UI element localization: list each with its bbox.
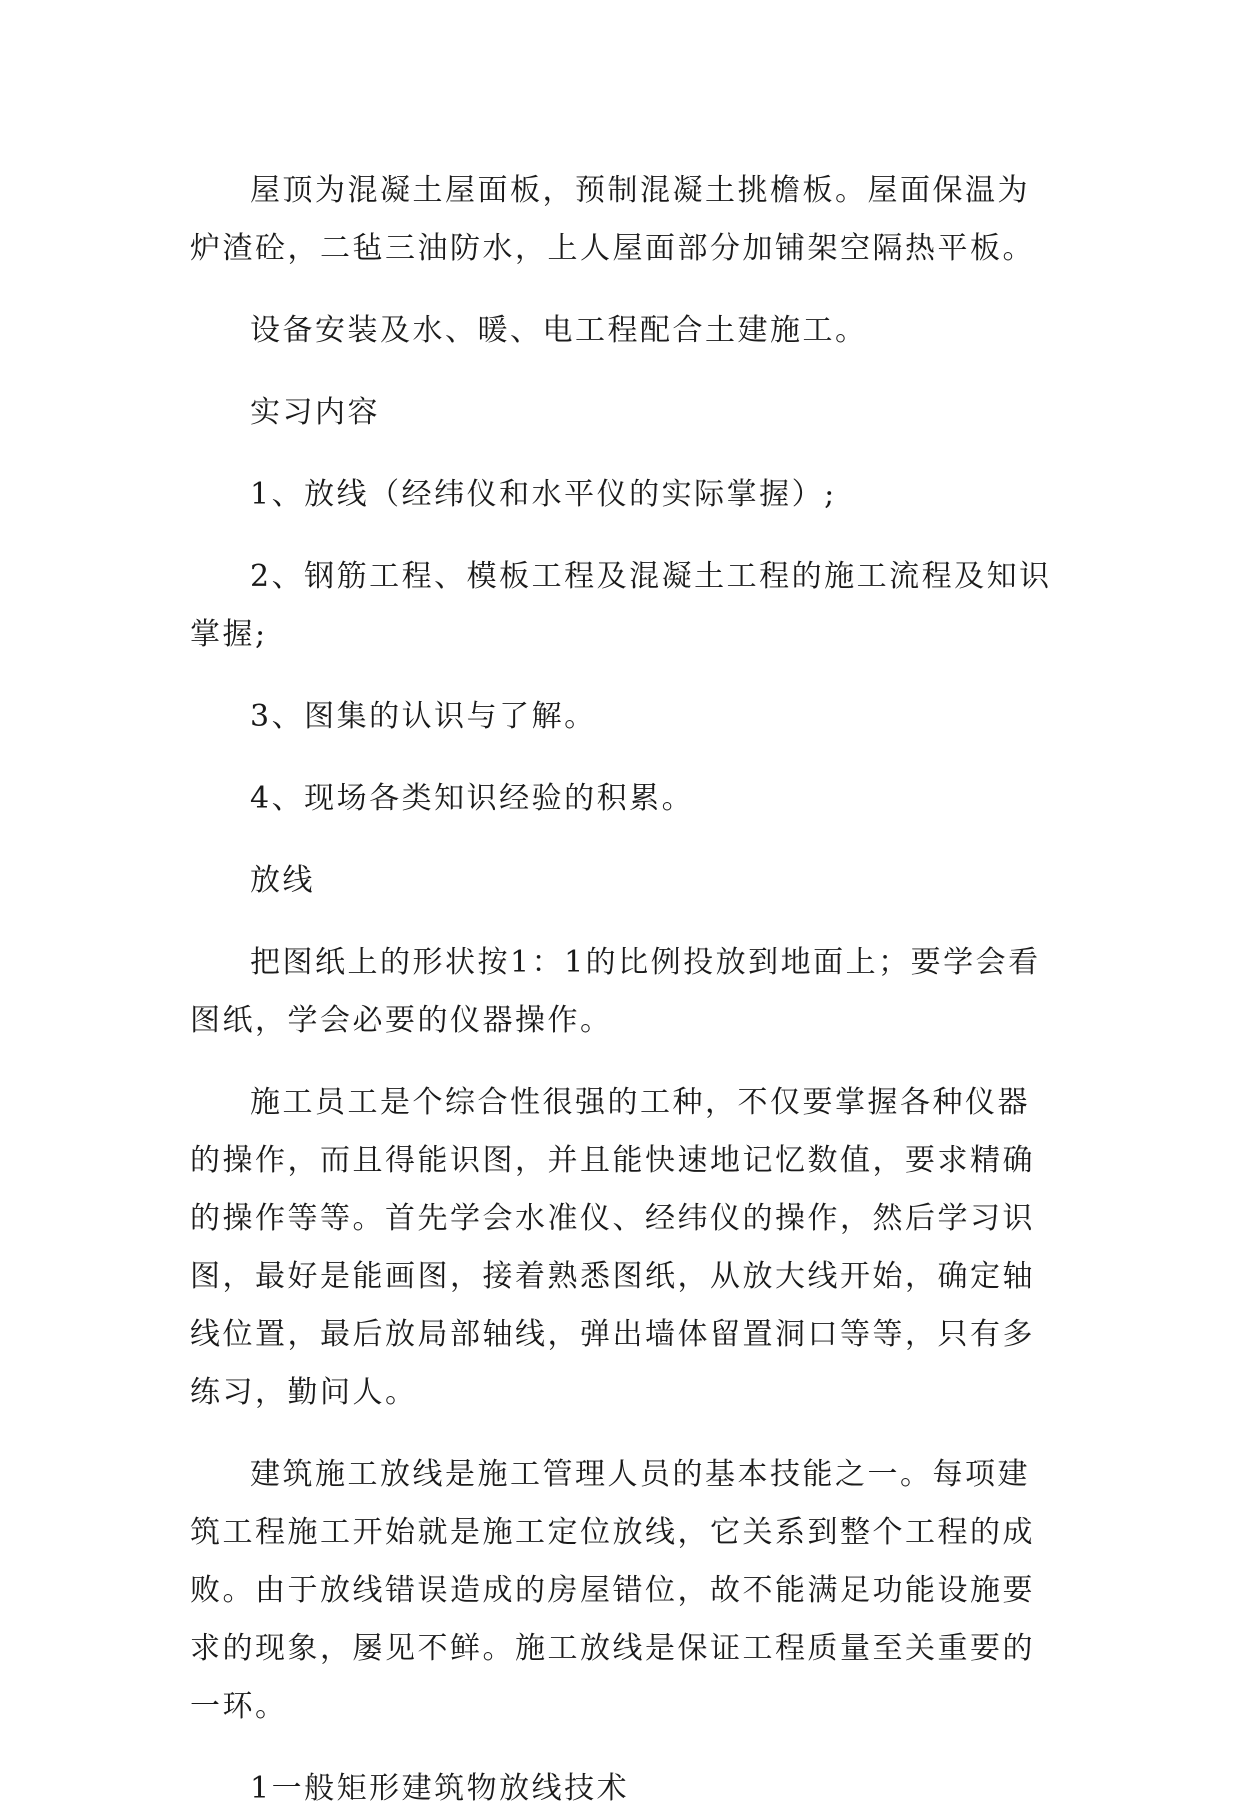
paragraph-equipment: 设备安装及水、暖、电工程配合土建施工。 (250, 313, 868, 348)
list-item-1: 1、放线（经纬仪和水平仪的实际掌握）; (250, 477, 837, 512)
paragraph-roof: 屋顶为混凝土屋面板，预制混凝土挑檐板。屋面保温为炉渣砼，二毡三油防水，上人屋面部分加铺架空隔热平板。 (190, 173, 1035, 266)
paragraph-drawing-scale: 把图纸上的形状按1：1的比例投放到地面上；要学会看图纸，学会必要的仪器操作。 (190, 945, 1041, 1038)
document-page (190, 162, 1060, 1818)
heading-internship-content: 实习内容 (250, 395, 380, 430)
list-item-3: 3、图集的认识与了解。 (250, 699, 597, 734)
paragraph-setting-out-importance: 建筑施工放线是施工管理人员的基本技能之一。每项建筑工程施工开始就是施工定位放线，它关系到整个工程的成败。由于放线错误造成的房屋错位，故不能满足功能设施要求的现象，屡见不鲜。施工放线是保证工程质量至关重要的一环。 (190, 1457, 1035, 1724)
heading-rectangular-building: 1一般矩形建筑物放线技术 (250, 1771, 630, 1806)
heading-setting-out: 放线 (250, 863, 315, 898)
list-item-2: 2、钢筋工程、模板工程及混凝土工程的施工流程及知识掌握; (190, 559, 1052, 652)
list-item-4: 4、现场各类知识经验的积累。 (250, 781, 695, 816)
paragraph-construction-worker: 施工员工是个综合性很强的工种，不仅要掌握各种仪器的操作，而且得能识图，并且能快速地记忆数值，要求精确的操作等等。首先学会水准仪、经纬仪的操作，然后学习识图，最好是能画图，接着熟悉图纸，从放大线开始，确定轴线位置，最后放局部轴线，弹出墙体留置洞口等等，只有多练习，勤问人。 (190, 1085, 1035, 1410)
